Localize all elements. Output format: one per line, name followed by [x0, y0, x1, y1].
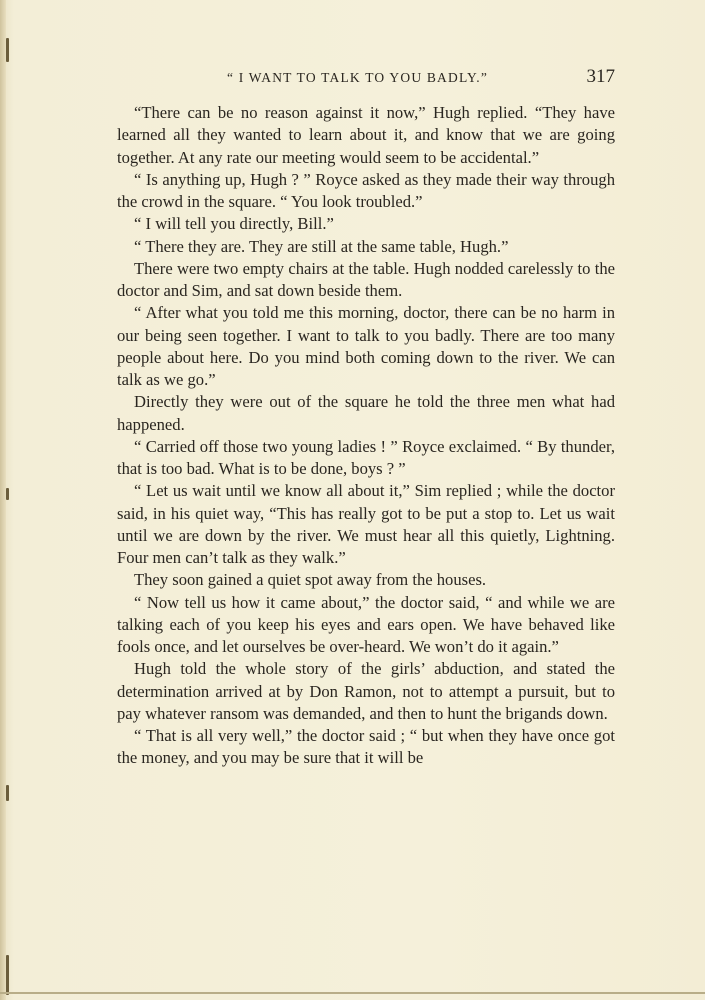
page-header	[117, 66, 615, 90]
paragraph: “ Is anything up, Hugh ? ” Royce asked as they made their way through the crowd in the square. “ You look troubled.”	[117, 169, 615, 211]
binding-mark	[6, 785, 9, 801]
paragraph: They soon gained a quiet spot away from the houses.	[134, 570, 487, 590]
paragraph: “ Now tell us how it came about,” the doctor said, “ and while we are talking each of you keep his eyes and ears open. We have behaved like fools once, and let ourselves be over-heard. We won’t do it again.”	[117, 592, 615, 656]
paragraph: “ I will tell you directly, Bill.”	[134, 214, 334, 234]
page-number: 317	[586, 66, 615, 87]
binding-mark	[6, 488, 9, 500]
paragraph: “ After what you told me this morning, doctor, there can be no harm in our being seen together. I want to talk to you badly. There are too many people about here. Do you mind both coming down to the river. We can talk as we go.”	[117, 303, 615, 389]
body-text	[117, 102, 615, 770]
paragraph: There were two empty chairs at the table. Hugh nodded carelessly to the doctor and Sim, and sat down beside them.	[117, 258, 615, 300]
binding-mark	[6, 955, 9, 995]
running-head: “ I WANT TO TALK TO YOU BADLY.”	[227, 70, 489, 85]
paragraph: Hugh told the whole story of the girls’ abduction, and stated the determination arrived at by Don Ramon, not to attempt a pursuit, but to pay whatever ransom was demanded, and then to hunt the brigands down.	[117, 659, 615, 723]
paragraph: “ There they are. They are still at the same table, Hugh.”	[134, 236, 509, 256]
paragraph: Directly they were out of the square he told the three men what had happened.	[117, 392, 615, 434]
paragraph: “There can be no reason against it now,” Hugh replied. “They have learned all they wanted to learn about it, and know that we are going together. At any rate our meeting would seem to be accidental.”	[117, 103, 615, 167]
page-binding-edge	[0, 0, 6, 1000]
paragraph: “ Carried off those two young ladies ! ” Royce exclaimed. “ By thunder, that is too bad. What is to be done, boys ? ”	[117, 436, 615, 478]
binding-mark	[6, 38, 9, 62]
paragraph: “ Let us wait until we know all about it,” Sim replied ; while the doctor said, in his quiet way, “This has really got to be put a stop to. Let us wait until we are down by the river. We must hear all this quietly, Lightning. Four men can’t talk as they walk.”	[117, 481, 615, 567]
page-bottom-edge	[0, 992, 705, 994]
paragraph: “ That is all very well,” the doctor said ; “ but when they have once got the money, and you may be sure that it will be	[117, 726, 615, 768]
